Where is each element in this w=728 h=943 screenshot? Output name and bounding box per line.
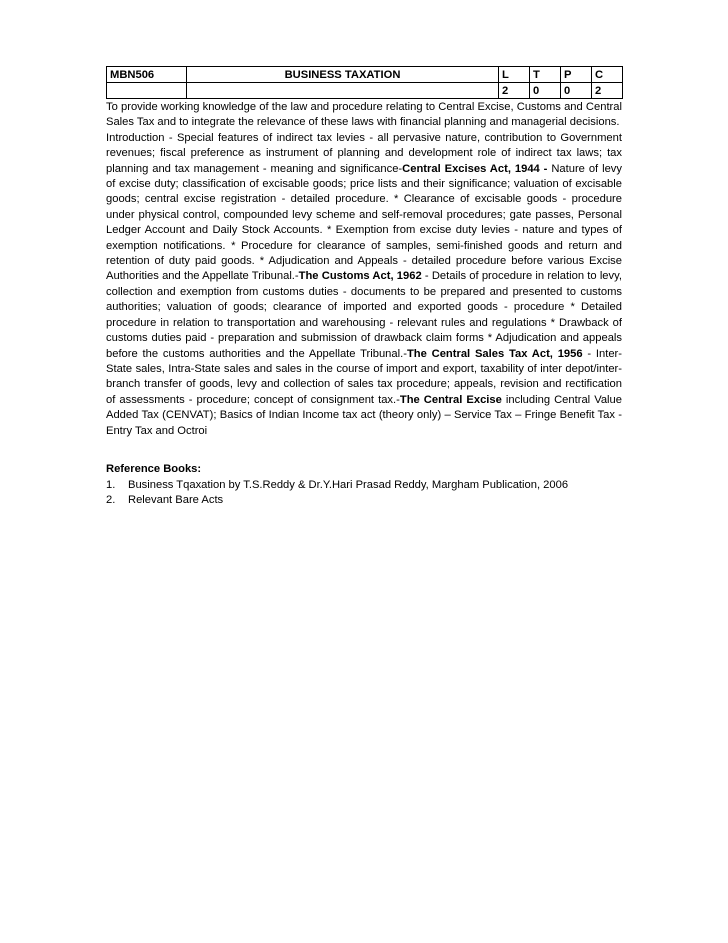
empty-cell [107, 83, 187, 99]
value-t: 0 [530, 83, 561, 99]
empty-cell [187, 83, 499, 99]
list-number: 1. [106, 478, 116, 491]
value-c: 2 [592, 83, 623, 99]
intro-text: Introduction - Special features of indirect tax levies - all pervasive nature, contribution to Government revenues; fiscal preference as instrument of planning and development role of indirect tax laws; tax planning and tax management - meaning and significance- [106, 131, 622, 175]
value-l: 2 [499, 83, 530, 99]
syllabus-paragraph [106, 131, 622, 439]
syllabus-body [106, 100, 622, 439]
value-p: 0 [561, 83, 592, 99]
excise-act-heading: Central Excises Act, 1944 - [402, 162, 548, 175]
reference-heading: Reference Books: [106, 462, 202, 475]
reference-list [106, 478, 622, 509]
course-title: BUSINESS TAXATION [187, 67, 499, 83]
excise-text: Nature of levy of excise duty; classification of excisable goods; price lists and their significance; valuation of excisable goods; central excise registration - detailed procedure. * Clearance of excisable goods - procedure under physical control, compounded levy scheme and self-removal procedures; gate passes, Personal Ledger Account and Daily Stock Accounts. * Exemption from excise duty levies - nature and types of exemption notifications. * Procedure for clearance of samples, semi-finished goods and return and retention of duty paid goods. * Adjudication and Appeals - detailed procedure before various Excise Authorities and the Appellate Tribunal.- [106, 162, 622, 283]
course-code: MBN506 [107, 67, 187, 83]
list-item [106, 493, 622, 509]
central-excise-heading: The Central Excise [399, 393, 502, 406]
course-header-row [107, 67, 623, 83]
header-p: P [561, 67, 592, 83]
document-page [106, 66, 622, 509]
customs-text: - Details of procedure in relation to levy, collection and exemption from customs duties - documents to be prepared and presented to customs authorities; valuation of goods; clearance of imported and exported goods - procedure * Detailed procedure in relation to transportation and warehousing - relevant rules and regulations * Drawback of customs duties paid - preparation and submission of drawback claim forms * Adjudication and appeals before the customs authorities and the Appellate Tribunal.- [106, 270, 622, 360]
reference-text: Relevant Bare Acts [128, 494, 224, 507]
list-item [106, 478, 622, 494]
course-values-row [107, 83, 623, 99]
cst-act-heading: The Central Sales Tax Act, 1956 [406, 347, 583, 360]
final-text: including Central Value Added Tax (CENVAT); Basics of Indian Income tax act (theory only) – Service Tax – Fringe Benefit Tax - Entry Tax and Octroi [106, 393, 622, 437]
course-table [106, 66, 623, 99]
reference-text: Business Tqaxation by T.S.Reddy & Dr.Y.Hari Prasad Reddy, Margham Publication, 2006 [128, 478, 569, 491]
header-c: C [592, 67, 623, 83]
list-number: 2. [106, 494, 116, 507]
header-t: T [530, 67, 561, 83]
cst-text: - Inter-State sales, Intra-State sales and sales in the course of import and export, taxability of inter depot/inter-branch transfer of goods, levy and collection of sales tax procedure; appeals, revision and rectification of assessments - procedure; concept of consignment tax.- [106, 347, 623, 406]
objective-paragraph: To provide working knowledge of the law and procedure relating to Central Excise, Customs and Central Sales Tax and to integrate the relevance of these laws with financial planning and managerial decisions. [106, 101, 622, 129]
header-l: L [499, 67, 530, 83]
reference-books [106, 462, 622, 509]
customs-act-heading: The Customs Act, 1962 [298, 270, 422, 283]
